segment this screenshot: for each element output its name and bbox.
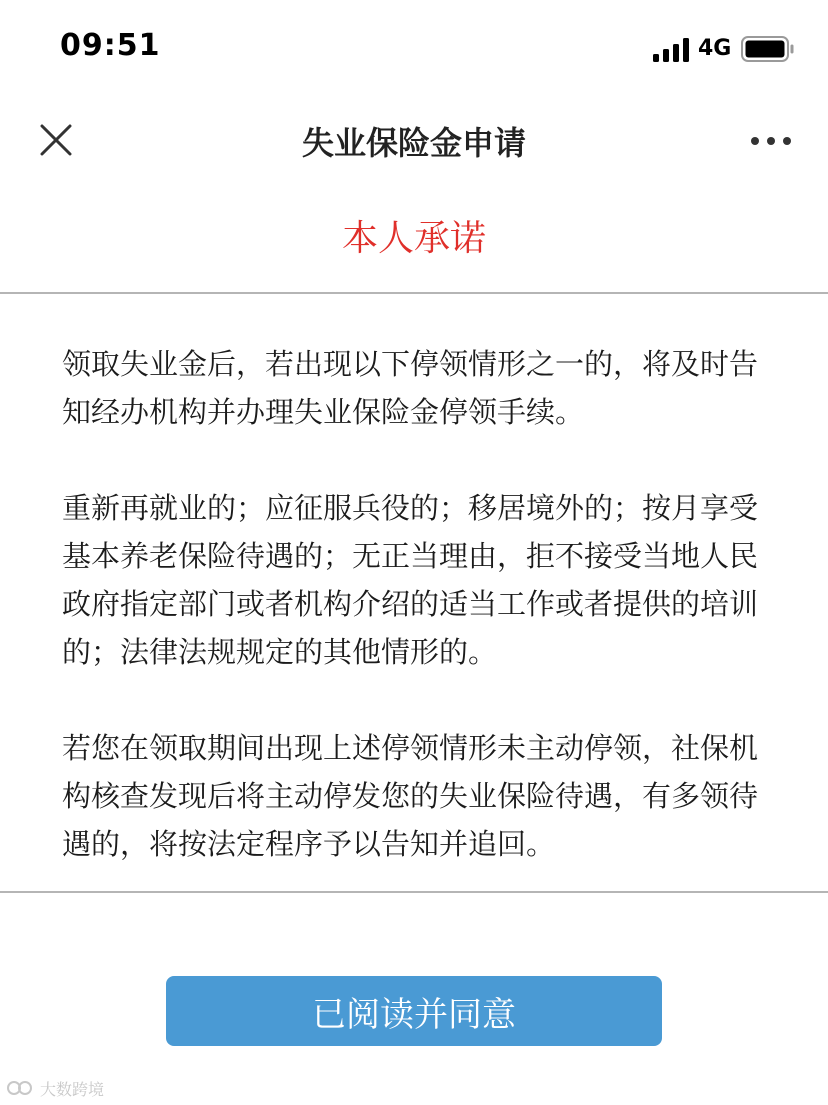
commitment-text	[62, 340, 768, 868]
watermark-logo-icon	[6, 1079, 36, 1097]
section-heading: 本人承诺	[341, 218, 486, 259]
status-time: 09:51	[60, 28, 161, 63]
watermark-text: 大数跨境	[40, 1079, 105, 1099]
network-label: 4G	[698, 36, 732, 61]
agree-button[interactable]: 已阅读并同意	[166, 976, 662, 1046]
page-title: 失业保险金申请	[301, 124, 526, 162]
watermark	[6, 1077, 104, 1099]
battery-icon	[741, 36, 795, 62]
paragraph-notice: 领取失业金后，若出现以下停领情形之一的，将及时告知经办机构并办理失业保险金停领手续。	[62, 347, 759, 429]
nav-bar	[0, 100, 828, 180]
paragraph-conditions: 重新再就业的；应征服兵役的；移居境外的；按月享受基本养老保险待遇的；无正当理由，拒不接受当地人民政府指定部门或者机构介绍的适当工作或者提供的培训的；法律法规规定的其他情形的。	[62, 491, 759, 669]
status-bar	[0, 0, 828, 90]
divider-bottom	[0, 891, 828, 893]
paragraph-consequences: 若您在领取期间出现上述停领情形未主动停领，社保机构核查发现后将主动停发您的失业保险待遇，有多领待遇的，将按法定程序予以告知并追回。	[62, 731, 759, 861]
divider-top	[0, 292, 828, 294]
more-icon[interactable]	[748, 128, 794, 154]
signal-icon	[653, 38, 691, 62]
